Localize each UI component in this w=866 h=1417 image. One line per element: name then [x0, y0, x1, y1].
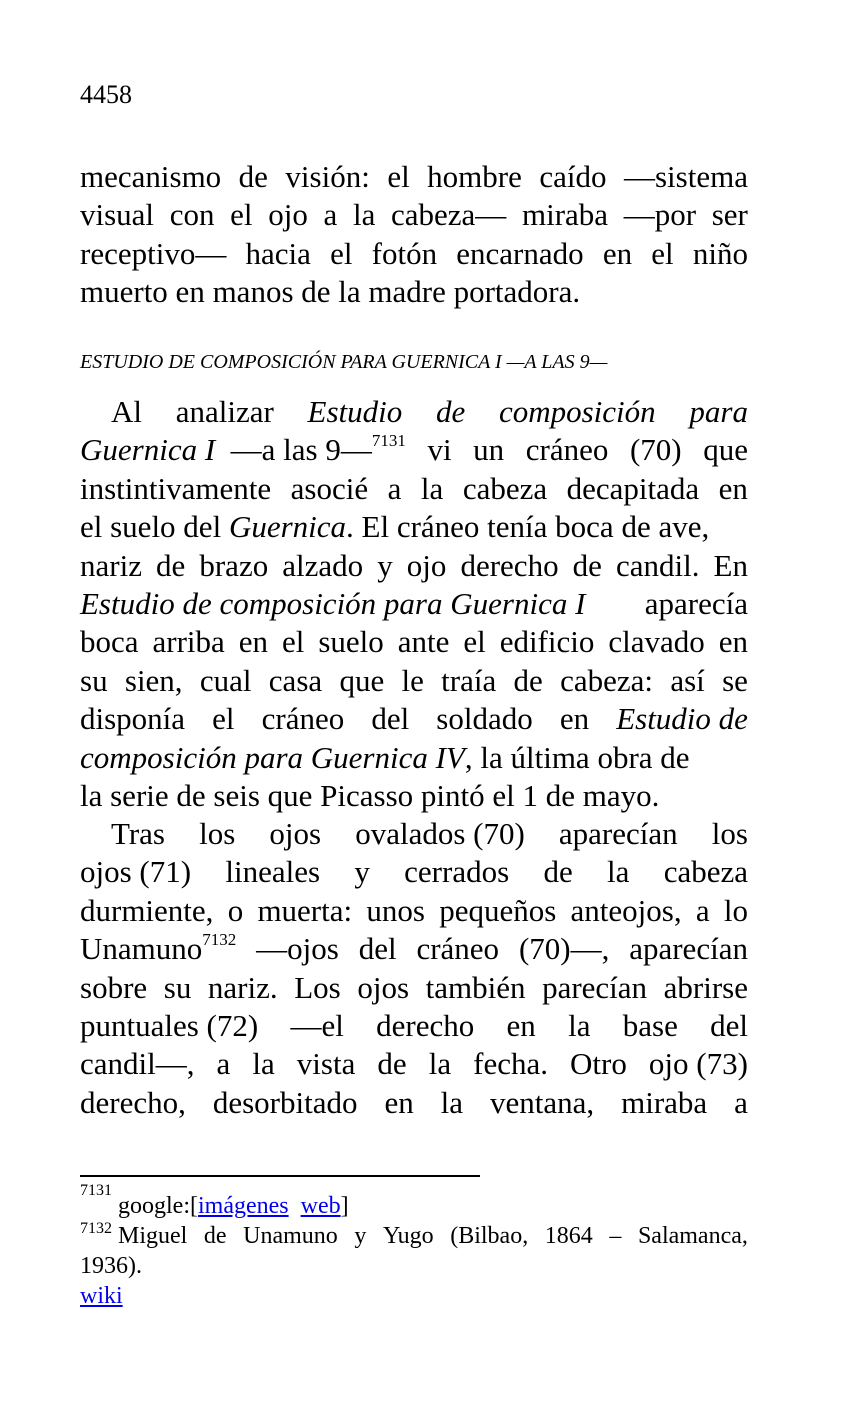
- footnote-separator: [80, 1175, 480, 1177]
- word: nariz.: [207, 969, 278, 1005]
- word: de: [543, 854, 573, 890]
- footnote-text: 1936).: [80, 1253, 142, 1279]
- word: de: [435, 394, 466, 429]
- word: ojo: [406, 547, 447, 583]
- word: aparecían: [558, 816, 678, 851]
- italic-title: composición para Guernica IV: [80, 739, 465, 775]
- word: disponía: [80, 701, 186, 737]
- word: del: [710, 1007, 748, 1043]
- text-line: [80, 273, 748, 311]
- word: ojos (71): [80, 854, 192, 890]
- word: de: [203, 1223, 227, 1249]
- word: del: [358, 931, 397, 967]
- link-web[interactable]: web: [300, 1193, 341, 1219]
- word: ojo: [268, 197, 308, 233]
- text-line: [80, 235, 748, 273]
- paragraph-2: [80, 393, 748, 815]
- text-segment: . El cráneo tenía boca de ave,: [346, 509, 710, 545]
- word: la: [607, 854, 630, 890]
- word: asocié: [290, 470, 369, 506]
- link-imagenes[interactable]: imágenes: [197, 1193, 289, 1219]
- word: el: [651, 235, 674, 271]
- word: instintivamente: [80, 470, 272, 506]
- footnote-7131: [80, 1182, 748, 1221]
- word: fotón: [371, 235, 438, 271]
- text-segment: [80, 431, 406, 469]
- text-line: [80, 393, 748, 431]
- word: analizar: [175, 394, 274, 429]
- word: –: [609, 1223, 622, 1249]
- text-line-content: la serie de seis que Picasso pintó el 1 de mayo.: [80, 777, 660, 813]
- text-line: [80, 815, 748, 853]
- word: también: [425, 969, 526, 1005]
- text-line: [80, 547, 748, 585]
- word: encarnado: [456, 235, 584, 271]
- word: un: [473, 432, 505, 468]
- word: su: [163, 969, 192, 1005]
- word: la: [440, 1084, 464, 1120]
- text-line: [80, 508, 748, 546]
- word: a: [695, 892, 710, 928]
- word: la: [352, 197, 376, 233]
- word: de: [238, 159, 268, 194]
- word: suelo: [318, 624, 384, 660]
- word: el: [230, 197, 253, 233]
- word: 1864: [544, 1223, 593, 1249]
- text-line: [80, 1084, 748, 1122]
- word: durmiente,: [80, 892, 214, 928]
- text-line: [80, 930, 748, 968]
- word: receptivo—: [80, 235, 227, 271]
- word: candil.: [615, 547, 700, 583]
- word: base: [622, 1007, 678, 1043]
- italic-title: Estudio de: [616, 701, 748, 737]
- word: —el: [290, 1007, 344, 1043]
- text-line: [80, 158, 748, 196]
- word: traía: [441, 662, 497, 698]
- text-line-content: muerto en manos de la madre portadora.: [80, 274, 581, 310]
- footnote-7132-line1: [80, 1221, 748, 1251]
- word: caído: [539, 159, 607, 194]
- word: fecha.: [473, 1046, 548, 1082]
- word: miraba: [521, 197, 609, 233]
- word: nariz: [80, 547, 142, 583]
- word: que: [703, 432, 748, 468]
- word: su: [80, 662, 108, 698]
- word: el: [463, 624, 486, 660]
- word: Estudio: [307, 394, 403, 429]
- text-segment: , la última obra de: [464, 739, 690, 775]
- word: boca: [80, 624, 139, 660]
- word: alzado: [282, 547, 364, 583]
- text-line: [80, 777, 748, 815]
- footnote-7132-line3: [80, 1281, 748, 1311]
- word: cerrados: [404, 854, 510, 890]
- word: a: [387, 470, 402, 506]
- word: Tras: [111, 816, 165, 851]
- word: ovalados (70): [355, 816, 525, 851]
- word: hombre: [427, 159, 522, 194]
- italic-title: Guernica I: [80, 432, 216, 468]
- word: ojo (73): [648, 1046, 748, 1082]
- footnotes: [80, 1182, 748, 1311]
- word: de: [377, 1046, 407, 1082]
- word: parecían: [542, 969, 648, 1005]
- footnote-text: google:[: [118, 1193, 198, 1219]
- word: cabeza: [663, 854, 748, 890]
- italic-title: Guernica: [228, 509, 347, 545]
- word: hacia: [245, 235, 311, 271]
- text-segment: [80, 1221, 187, 1251]
- word: decapitada: [566, 470, 700, 506]
- word: el: [212, 701, 235, 737]
- word: y: [354, 1223, 367, 1249]
- word: o: [227, 892, 244, 928]
- word: ojos: [269, 816, 322, 851]
- word: Unamuno: [243, 1223, 338, 1249]
- word: se: [722, 662, 748, 698]
- word: miraba: [621, 1084, 708, 1120]
- word: niño: [692, 235, 748, 271]
- word: cráneo: [261, 701, 345, 737]
- word: ojos: [357, 969, 410, 1005]
- word: clavado: [608, 624, 705, 660]
- text-segment: el suelo del: [80, 509, 222, 545]
- word: Salamanca,: [637, 1223, 748, 1249]
- word: la: [420, 470, 444, 506]
- word: pequeños: [439, 892, 557, 928]
- word: ventana,: [490, 1084, 595, 1120]
- word: cabeza—: [391, 197, 507, 233]
- text-line: [80, 1007, 748, 1045]
- word: el: [330, 235, 353, 271]
- word: en: [238, 624, 269, 660]
- text-segment: —a las 9—: [230, 432, 372, 468]
- word: con: [169, 197, 215, 233]
- word: edificio: [499, 624, 595, 660]
- word: ante: [397, 624, 450, 660]
- word: derecho: [376, 1007, 475, 1043]
- word: la: [428, 1046, 452, 1082]
- word: casa: [268, 662, 323, 698]
- word: de: [572, 547, 602, 583]
- text-line: [80, 196, 748, 234]
- word: sien,: [124, 662, 183, 698]
- text-segment: [80, 930, 236, 968]
- word: en: [384, 1084, 414, 1120]
- word: el: [281, 624, 305, 660]
- word: Miguel: [118, 1223, 188, 1249]
- word: mecanismo: [80, 159, 222, 194]
- paragraph-3: [80, 815, 748, 1122]
- word: aparecía: [644, 585, 748, 621]
- word: que: [339, 662, 385, 698]
- text-line: [80, 1045, 748, 1083]
- text-line: [80, 662, 748, 700]
- text-line: [80, 623, 748, 661]
- text-line: [80, 700, 748, 738]
- word: brazo: [199, 547, 269, 583]
- word: cual: [199, 662, 252, 698]
- word: y: [354, 854, 370, 890]
- footnote-prefix: [112, 1191, 198, 1221]
- word: vista: [296, 1046, 356, 1082]
- word: anteojos,: [570, 892, 682, 928]
- word: (Bilbao,: [450, 1223, 529, 1249]
- spacer: [289, 1191, 301, 1221]
- word: —ojos: [256, 931, 339, 967]
- word: ser: [711, 197, 748, 233]
- word: vi: [427, 432, 452, 468]
- word: en: [559, 701, 590, 737]
- word: en: [718, 624, 748, 660]
- word: del: [371, 701, 410, 737]
- word: derecho: [460, 547, 559, 583]
- word: (70)—,: [518, 931, 610, 967]
- word: en: [718, 470, 748, 506]
- word: así: [670, 662, 705, 698]
- text-line: [80, 739, 748, 777]
- word: y: [377, 547, 393, 583]
- word: de: [156, 547, 186, 583]
- text-line: [80, 892, 748, 930]
- word: soldado: [436, 701, 533, 737]
- word: aparecían: [629, 931, 748, 967]
- text-line: [80, 969, 748, 1007]
- word: visión:: [285, 159, 370, 194]
- word: visual: [80, 197, 155, 233]
- paragraph-1: [80, 158, 748, 312]
- word: desorbitado: [212, 1084, 358, 1120]
- word: cabeza: [462, 470, 548, 506]
- footnote-ref-7132[interactable]: 7132: [202, 930, 237, 950]
- page-number: 4458: [80, 80, 132, 109]
- word: candil—,: [80, 1046, 195, 1082]
- word: a: [734, 1084, 748, 1120]
- word: la: [568, 1007, 591, 1043]
- word: para: [689, 394, 748, 429]
- footnote-7132-line2: [80, 1251, 748, 1281]
- word: unos: [366, 892, 425, 928]
- word: puntuales (72): [80, 1007, 259, 1043]
- word: le: [401, 662, 424, 698]
- word: los: [199, 816, 236, 851]
- italic-title: Estudio de composición para Guernica I: [80, 585, 586, 621]
- word: en: [602, 235, 633, 271]
- section-heading: ESTUDIO DE COMPOSICIÓN PARA GUERNICA I —A LAS 9—: [80, 351, 608, 373]
- word: Unamuno: [80, 931, 203, 967]
- footnote-ref-7131[interactable]: 7131: [371, 431, 406, 451]
- word: En: [713, 547, 748, 583]
- word: —por: [623, 197, 697, 233]
- word: cabeza:: [560, 662, 654, 698]
- text-line: [80, 853, 748, 891]
- text-line: [80, 431, 748, 469]
- word: Otro: [570, 1046, 627, 1082]
- word: arriba: [152, 624, 225, 660]
- word: Al: [111, 394, 142, 429]
- word: abrirse: [663, 969, 748, 1005]
- word: cráneo: [416, 931, 500, 967]
- footnote-suffix: ]: [340, 1193, 349, 1219]
- word: cráneo: [525, 432, 609, 468]
- word: los: [711, 816, 748, 851]
- word: lineales: [225, 854, 321, 890]
- footnote-number: 7132: [80, 1220, 112, 1237]
- word: derecho,: [80, 1084, 186, 1120]
- word: composición: [498, 394, 656, 429]
- word: la: [252, 1046, 275, 1082]
- text-line: [80, 470, 748, 508]
- word: en: [506, 1007, 536, 1043]
- word: —sistema: [623, 159, 748, 194]
- word: el: [387, 159, 410, 194]
- word: muerta:: [257, 892, 353, 928]
- link-wiki[interactable]: wiki: [80, 1283, 123, 1309]
- word: Yugo: [382, 1223, 434, 1249]
- word: (70): [629, 432, 682, 468]
- footnote-number: 7131: [80, 1182, 112, 1199]
- word: a: [216, 1046, 231, 1082]
- text-line: [80, 585, 748, 623]
- word: lo: [723, 892, 748, 928]
- word: sobre: [80, 969, 148, 1005]
- word: de: [513, 662, 543, 698]
- word: Los: [294, 969, 341, 1005]
- word: a: [323, 197, 338, 233]
